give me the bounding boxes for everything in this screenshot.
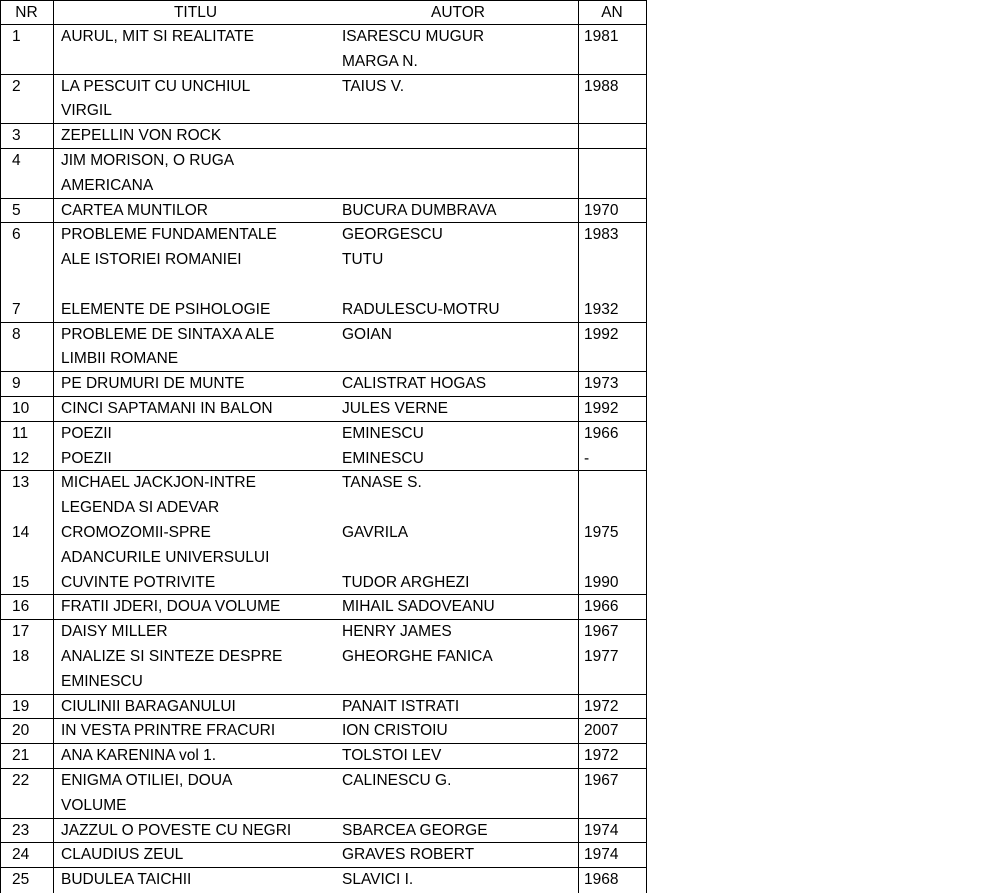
cell-titlu: POEZII	[61, 449, 112, 467]
cell-an: -	[584, 449, 590, 467]
cell-nr: 11	[12, 424, 29, 442]
cell-autor: ION CRISTOIU	[342, 722, 448, 740]
cell-an: 1992	[584, 325, 619, 343]
cell-titlu: FRATII JDERI, DOUA VOLUME	[61, 598, 281, 616]
cell-nr: 1	[12, 28, 21, 45]
cell-titlu: LEGENDA SI ADEVAR	[61, 499, 220, 517]
header-nr: NR	[15, 4, 38, 21]
cell-nr: 23	[12, 821, 30, 839]
cell-autor: TANASE S.	[342, 474, 422, 492]
cell-titlu: ADANCURILE UNIVERSULUI	[61, 548, 270, 566]
cell-autor: SLAVICI I.	[342, 871, 414, 889]
cell-titlu: VIRGIL	[61, 102, 112, 120]
cell-titlu: PROBLEME DE SINTAXA ALE	[61, 325, 275, 343]
cell-nr: 18	[12, 648, 30, 665]
cell-titlu: CIULINII BARAGANULUI	[61, 697, 236, 715]
cell-an: 1932	[584, 300, 619, 318]
cell-nr: 22	[12, 772, 30, 789]
cell-titlu: CLAUDIUS ZEUL	[61, 846, 184, 864]
header-titlu: TITLU	[173, 4, 218, 21]
cell-an: 1988	[584, 77, 619, 95]
cell-autor: GHEORGHE FANICA	[342, 648, 493, 665]
cell-an: 2007	[584, 722, 619, 740]
cell-an: 1968	[584, 871, 619, 889]
column-divider	[578, 0, 579, 893]
column-divider	[646, 0, 647, 893]
header-autor: AUTOR	[431, 4, 485, 21]
cell-an: 1981	[584, 28, 619, 45]
cell-nr: 24	[12, 846, 30, 864]
cell-an: 1970	[584, 201, 619, 219]
cell-autor: EMINESCU	[342, 449, 424, 467]
cell-an: 1975	[584, 524, 619, 541]
cell-nr: 12	[12, 449, 30, 467]
cell-an: 1972	[584, 697, 619, 715]
cell-titlu: VOLUME	[61, 796, 127, 814]
row-divider	[0, 0, 647, 1]
cell-an: 1967	[584, 772, 619, 789]
cell-nr: 13	[12, 474, 30, 492]
cell-autor: PANAIT ISTRATI	[342, 697, 460, 715]
cell-autor: HENRY JAMES	[342, 623, 452, 641]
cell-nr: 17	[12, 623, 30, 641]
cell-nr: 3	[12, 127, 21, 145]
cell-autor: ISARESCU MUGUR	[342, 28, 485, 45]
cell-nr: 5	[12, 201, 21, 219]
header-an: AN	[601, 4, 623, 21]
cell-titlu: LIMBII ROMANE	[61, 350, 179, 368]
cell-an: 1972	[584, 747, 619, 765]
cell-titlu: MICHAEL JACKJON-INTRE	[61, 474, 256, 492]
cell-nr: 21	[12, 747, 30, 765]
cell-titlu: PE DRUMURI DE MUNTE	[61, 375, 245, 393]
cell-titlu: LA PESCUIT CU UNCHIUL	[61, 77, 251, 95]
cell-nr: 9	[12, 375, 21, 393]
cell-an: 1966	[584, 598, 619, 616]
cell-autor: TUDOR ARGHEZI	[342, 573, 470, 591]
cell-titlu: ZEPELLIN VON ROCK	[61, 127, 222, 145]
cell-titlu: IN VESTA PRINTRE FRACURI	[61, 722, 276, 740]
cell-autor: TOLSTOI LEV	[342, 747, 442, 765]
cell-titlu: PROBLEME FUNDAMENTALE	[61, 226, 277, 244]
column-divider	[0, 0, 1, 893]
cell-nr: 15	[12, 573, 30, 591]
column-divider	[53, 0, 54, 893]
cell-titlu: ALE ISTORIEI ROMANIEI	[61, 251, 242, 269]
cell-autor: GOIAN	[342, 325, 392, 343]
cell-titlu: AMERICANA	[61, 176, 154, 194]
cell-an: 1977	[584, 648, 619, 665]
cell-titlu: JIM MORISON, O RUGA	[61, 152, 235, 169]
cell-autor: GAVRILA	[342, 524, 409, 541]
cell-nr: 6	[12, 226, 21, 244]
cell-nr: 4	[12, 152, 21, 169]
cell-autor: CALINESCU G.	[342, 772, 452, 789]
cell-titlu: AURUL, MIT SI REALITATE	[61, 28, 254, 45]
cell-autor: RADULESCU-MOTRU	[342, 300, 500, 318]
cell-an: 1974	[584, 846, 619, 864]
cell-titlu: ELEMENTE DE PSIHOLOGIE	[61, 300, 271, 318]
cell-an: 1992	[584, 400, 619, 417]
cell-nr: 20	[12, 722, 30, 740]
cell-titlu: CARTEA MUNTILOR	[61, 201, 208, 219]
cell-an: 1990	[584, 573, 619, 591]
cell-titlu: EMINESCU	[61, 672, 143, 690]
cell-autor: EMINESCU	[342, 424, 424, 442]
cell-autor: JULES VERNE	[342, 400, 448, 417]
cell-nr: 10	[12, 400, 30, 417]
cell-titlu: ANA KARENINA vol 1.	[61, 747, 217, 765]
cell-autor: TAIUS V.	[342, 77, 405, 95]
cell-an: 1983	[584, 226, 619, 244]
cell-titlu: ANALIZE SI SINTEZE DESPRE	[61, 648, 283, 665]
cell-nr: 2	[12, 77, 21, 95]
cell-titlu: CUVINTE POTRIVITE	[61, 573, 216, 591]
cell-an: 1967	[584, 623, 619, 641]
cell-nr: 25	[12, 871, 30, 889]
cell-autor: GRAVES ROBERT	[342, 846, 475, 864]
cell-an: 1973	[584, 375, 619, 393]
cell-nr: 8	[12, 325, 21, 343]
cell-titlu: ENIGMA OTILIEI, DOUA	[61, 772, 233, 789]
cell-nr: 19	[12, 697, 30, 715]
cell-titlu: POEZII	[61, 424, 112, 442]
cell-nr: 16	[12, 598, 30, 616]
cell-nr: 7	[12, 300, 21, 318]
cell-titlu: DAISY MILLER	[61, 623, 168, 641]
cell-an: 1974	[584, 821, 619, 839]
cell-titlu: BUDULEA TAICHII	[61, 871, 192, 889]
cell-autor: BUCURA DUMBRAVA	[342, 201, 497, 219]
cell-autor: GEORGESCU	[342, 226, 443, 244]
cell-autor: CALISTRAT HOGAS	[342, 375, 487, 393]
cell-titlu: CINCI SAPTAMANI IN BALON	[61, 400, 273, 417]
cell-titlu: JAZZUL O POVESTE CU NEGRI	[61, 821, 292, 839]
cell-titlu: CROMOZOMII-SPRE	[61, 524, 211, 541]
cell-autor: MARGA N.	[342, 52, 418, 70]
cell-autor: TUTU	[342, 251, 384, 269]
cell-autor: SBARCEA GEORGE	[342, 821, 488, 839]
cell-an: 1966	[584, 424, 619, 442]
cell-nr: 14	[12, 524, 30, 541]
cell-autor: MIHAIL SADOVEANU	[342, 598, 495, 616]
